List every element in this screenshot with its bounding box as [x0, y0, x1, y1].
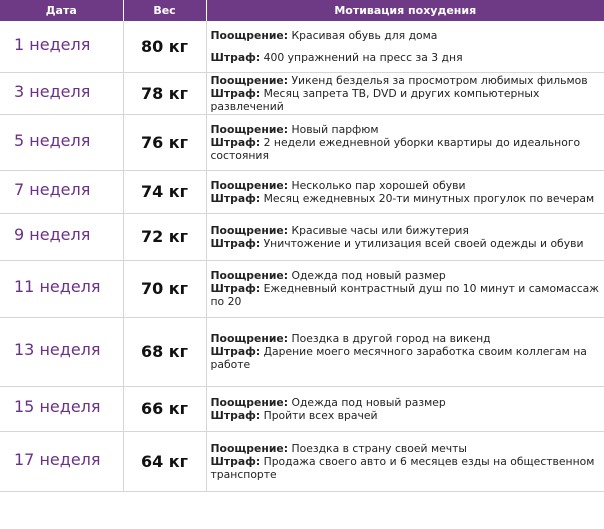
penalty-text: Ежедневный контрастный душ по 10 минут и самомассаж по 20 [210, 282, 600, 308]
reward-line [211, 396, 603, 409]
penalty-label: Штраф: [210, 86, 261, 100]
table-row [0, 317, 604, 386]
row-date: 7 неделя [0, 170, 123, 213]
reward-label: Поощрение: [210, 441, 289, 455]
penalty-text: 400 упражнений на пресс за 3 дня [263, 50, 463, 64]
reward-text: Уикенд безделья за просмотром любимых фильмов [291, 73, 588, 87]
penalty-text: Дарение моего месячного заработка своим коллегам на работе [210, 345, 587, 371]
reward-label: Поощрение: [210, 332, 289, 345]
penalty-label: Штраф: [210, 191, 261, 205]
penalty-label: Штраф: [210, 50, 261, 64]
penalty-label: Штраф: [210, 345, 261, 358]
row-motivation [206, 72, 604, 114]
row-date: 1 неделя [0, 21, 123, 72]
penalty-line [211, 409, 603, 422]
reward-text: Несколько пар хорошей обуви [291, 178, 466, 192]
reward-line [211, 332, 603, 345]
penalty-text: Уничтожение и утилизация всей своей одежды и обуви [263, 236, 584, 250]
table-row [0, 170, 604, 213]
reward-text: Одежда под новый размер [291, 269, 446, 282]
reward-label: Поощрение: [210, 178, 289, 192]
row-motivation [206, 260, 604, 317]
row-motivation [206, 213, 604, 260]
table-row [0, 21, 604, 72]
reward-line [211, 123, 603, 136]
row-weight: 64 кг [123, 431, 206, 491]
penalty-line [211, 136, 603, 162]
penalty-label: Штраф: [210, 408, 261, 422]
row-motivation [206, 114, 604, 170]
penalty-line [211, 192, 603, 205]
reward-text: Поездка в другой город на викенд [291, 332, 491, 345]
column-header-weight: Вес [123, 0, 206, 21]
row-motivation [206, 21, 604, 72]
penalty-line [211, 282, 603, 308]
row-date: 9 неделя [0, 213, 123, 260]
reward-label: Поощрение: [210, 223, 289, 237]
reward-text: Красивая обувь для дома [291, 28, 438, 42]
reward-text: Одежда под новый размер [291, 395, 446, 409]
table-row [0, 114, 604, 170]
reward-text: Красивые часы или бижутерия [291, 223, 469, 237]
penalty-text: Продажа своего авто и 6 месяцев езды на общественном транспорте [210, 454, 595, 481]
table-row [0, 386, 604, 431]
table-row [0, 431, 604, 491]
penalty-line [211, 237, 603, 250]
row-date: 17 неделя [0, 431, 123, 491]
table-header-row [0, 0, 604, 21]
reward-line [211, 29, 603, 42]
penalty-text: Месяц ежедневных 20-ти минутных прогулок по вечерам [263, 191, 595, 205]
penalty-label: Штраф: [210, 282, 261, 295]
reward-line [211, 179, 603, 192]
penalty-line [211, 345, 603, 371]
row-date: 11 неделя [0, 260, 123, 317]
reward-line [211, 74, 603, 87]
row-motivation [206, 431, 604, 491]
row-motivation [206, 317, 604, 386]
row-date: 5 неделя [0, 114, 123, 170]
penalty-line [211, 455, 603, 481]
row-weight: 76 кг [123, 114, 206, 170]
row-motivation [206, 170, 604, 213]
row-date: 15 неделя [0, 386, 123, 431]
row-date: 3 неделя [0, 72, 123, 114]
column-header-date: Дата [0, 0, 123, 21]
reward-label: Поощрение: [210, 73, 289, 87]
reward-label: Поощрение: [210, 269, 289, 282]
row-weight: 80 кг [123, 21, 206, 72]
column-header-motivation: Мотивация похудения [206, 0, 604, 21]
penalty-line [211, 51, 603, 64]
penalty-label: Штраф: [210, 454, 261, 468]
reward-line [211, 224, 603, 237]
row-date: 13 неделя [0, 317, 123, 386]
reward-line [211, 442, 603, 455]
penalty-label: Штраф: [210, 135, 261, 149]
table-row [0, 260, 604, 317]
reward-label: Поощрение: [210, 122, 289, 136]
row-weight: 72 кг [123, 213, 206, 260]
table-row [0, 72, 604, 114]
penalty-text: 2 недели ежедневной уборки квартиры до идеального состояния [210, 135, 581, 162]
row-weight: 74 кг [123, 170, 206, 213]
row-weight: 78 кг [123, 72, 206, 114]
table-row [0, 213, 604, 260]
row-weight: 70 кг [123, 260, 206, 317]
reward-text: Поездка в страну своей мечты [291, 441, 467, 455]
penalty-text: Месяц запрета ТВ, DVD и других компьютерных развлечений [210, 86, 540, 113]
penalty-label: Штраф: [210, 236, 261, 250]
row-weight: 68 кг [123, 317, 206, 386]
penalty-text: Пройти всех врачей [263, 408, 378, 422]
penalty-line [211, 87, 603, 113]
row-motivation [206, 386, 604, 431]
row-weight: 66 кг [123, 386, 206, 431]
reward-text: Новый парфюм [291, 122, 379, 136]
reward-label: Поощрение: [210, 395, 289, 409]
reward-label: Поощрение: [210, 28, 289, 42]
reward-line [211, 269, 603, 282]
